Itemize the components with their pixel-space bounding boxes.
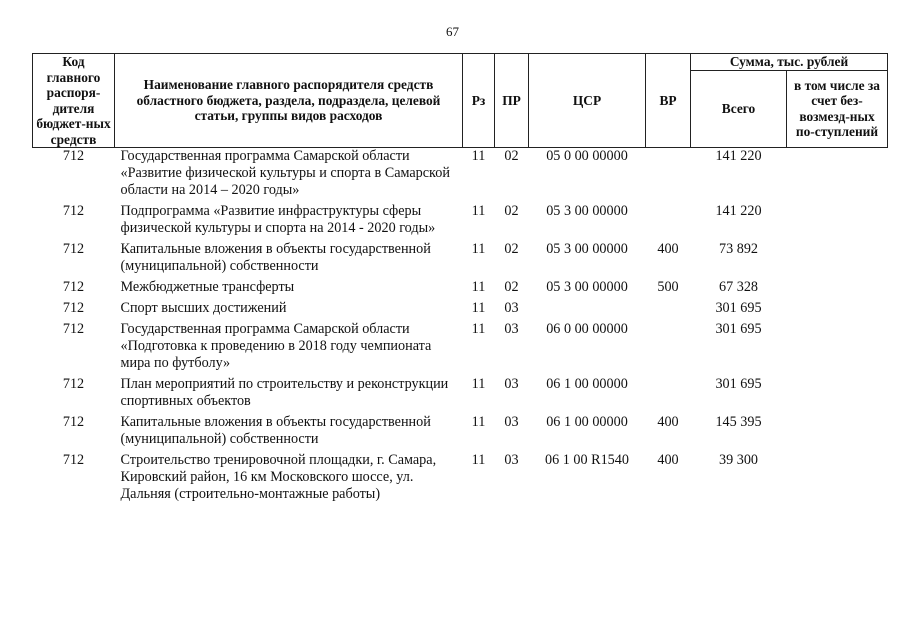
cell-grants xyxy=(787,321,888,376)
table-row xyxy=(33,300,888,321)
cell-csr: 06 1 00 00000 xyxy=(546,376,628,392)
cell-pr: 02 xyxy=(504,279,519,295)
table-row xyxy=(33,203,888,241)
cell-vr: 500 xyxy=(657,279,679,295)
cell-grants xyxy=(787,452,888,507)
cell-rz: 11 xyxy=(471,203,486,219)
cell-grants xyxy=(787,241,888,279)
header-grants: в том числе за счет без-возмезд-ных по-ступлений xyxy=(787,70,888,148)
cell-total: 145 395 xyxy=(715,414,762,430)
cell-code: 712 xyxy=(62,148,85,164)
cell-pr: 02 xyxy=(504,203,519,219)
cell-grants xyxy=(787,414,888,452)
cell-total: 73 892 xyxy=(718,241,758,257)
cell-rz: 11 xyxy=(471,414,486,430)
cell-vr xyxy=(646,376,691,414)
cell-name: Государственная программа Самарской области «Развитие физической культуры и спорта в Самарской области на 2014 – 2020 годы» xyxy=(120,148,450,198)
header-vr: ВР xyxy=(646,54,691,148)
table-row xyxy=(33,279,888,300)
cell-total: 39 300 xyxy=(718,452,758,468)
cell-code: 712 xyxy=(62,376,85,392)
cell-csr xyxy=(529,300,646,321)
cell-name: Спорт высших достижений xyxy=(120,300,287,316)
cell-grants xyxy=(787,376,888,414)
table-row xyxy=(33,241,888,279)
cell-csr: 06 0 00 00000 xyxy=(546,321,628,337)
cell-total: 301 695 xyxy=(715,300,762,316)
cell-csr: 05 3 00 00000 xyxy=(546,203,628,219)
table-row xyxy=(33,321,888,376)
page-number: 67 xyxy=(446,24,459,39)
cell-vr xyxy=(646,300,691,321)
table-row xyxy=(33,376,888,414)
cell-code: 712 xyxy=(62,241,85,257)
budget-table xyxy=(32,53,888,507)
cell-total: 301 695 xyxy=(715,321,762,337)
cell-csr: 06 1 00 R1540 xyxy=(545,452,629,468)
table-body xyxy=(33,148,888,508)
cell-vr xyxy=(646,203,691,241)
table-header xyxy=(33,54,888,148)
cell-code: 712 xyxy=(62,414,85,430)
table-row xyxy=(33,414,888,452)
header-pr: ПР xyxy=(495,54,529,148)
cell-total: 67 328 xyxy=(718,279,758,295)
cell-pr: 03 xyxy=(504,300,519,316)
cell-code: 712 xyxy=(62,452,85,468)
cell-total: 141 220 xyxy=(715,203,762,219)
cell-rz: 11 xyxy=(471,300,486,316)
cell-csr: 06 1 00 00000 xyxy=(546,414,628,430)
cell-name: Строительство тренировочной площадки, г. Самара, Кировский район, 16 км Московского шоссе, ул. Дальняя (строительно-монтажные работы) xyxy=(120,452,437,502)
cell-total: 301 695 xyxy=(715,376,762,392)
header-name: Наименование главного распорядителя средств областного бюджета, раздела, подраздела, целевой статьи, группы видов расходов xyxy=(115,54,463,148)
cell-grants xyxy=(787,279,888,300)
cell-code: 712 xyxy=(62,300,85,316)
cell-name: Подпрограмма «Развитие инфраструктуры сферы физической культуры и спорта на 2014 - 2020 годы» xyxy=(120,203,436,236)
cell-vr: 400 xyxy=(657,414,679,430)
cell-grants xyxy=(787,300,888,321)
cell-rz: 11 xyxy=(471,452,486,468)
cell-pr: 02 xyxy=(504,241,519,257)
cell-rz: 11 xyxy=(471,148,486,164)
cell-pr: 02 xyxy=(504,148,519,164)
cell-name: Государственная программа Самарской области «Подготовка к проведению в 2018 году чемпионата мира по футболу» xyxy=(120,321,432,371)
cell-rz: 11 xyxy=(471,321,486,337)
cell-name: Капитальные вложения в объекты государственной (муниципальной) собственности xyxy=(120,241,431,274)
cell-grants xyxy=(787,148,888,204)
cell-code: 712 xyxy=(62,279,85,295)
cell-code: 712 xyxy=(62,203,85,219)
cell-pr: 03 xyxy=(504,321,519,337)
cell-rz: 11 xyxy=(471,376,486,392)
header-csr: ЦСР xyxy=(529,54,646,148)
table-row xyxy=(33,148,888,204)
cell-pr: 03 xyxy=(504,452,519,468)
header-code: Код главного распоря-дителя бюджет-ных средств xyxy=(33,54,115,148)
cell-rz: 11 xyxy=(471,279,486,295)
header-rz: Рз xyxy=(463,54,495,148)
cell-name: Межбюджетные трансферты xyxy=(120,279,295,295)
cell-code: 712 xyxy=(62,321,85,337)
cell-csr: 05 0 00 00000 xyxy=(546,148,628,164)
cell-pr: 03 xyxy=(504,376,519,392)
header-sum: Сумма, тыс. рублей xyxy=(691,54,888,71)
cell-rz: 11 xyxy=(471,241,486,257)
cell-vr: 400 xyxy=(657,241,679,257)
cell-csr: 05 3 00 00000 xyxy=(546,279,628,295)
cell-vr: 400 xyxy=(657,452,679,468)
cell-name: Капитальные вложения в объекты государственной (муниципальной) собственности xyxy=(120,414,431,447)
cell-total: 141 220 xyxy=(715,148,762,164)
cell-vr xyxy=(646,321,691,376)
table-row xyxy=(33,452,888,507)
cell-pr: 03 xyxy=(504,414,519,430)
cell-csr: 05 3 00 00000 xyxy=(546,241,628,257)
cell-grants xyxy=(787,203,888,241)
cell-vr xyxy=(646,148,691,204)
header-total: Всего xyxy=(691,70,787,148)
cell-name: План мероприятий по строительству и реконструкции спортивных объектов xyxy=(120,376,449,409)
